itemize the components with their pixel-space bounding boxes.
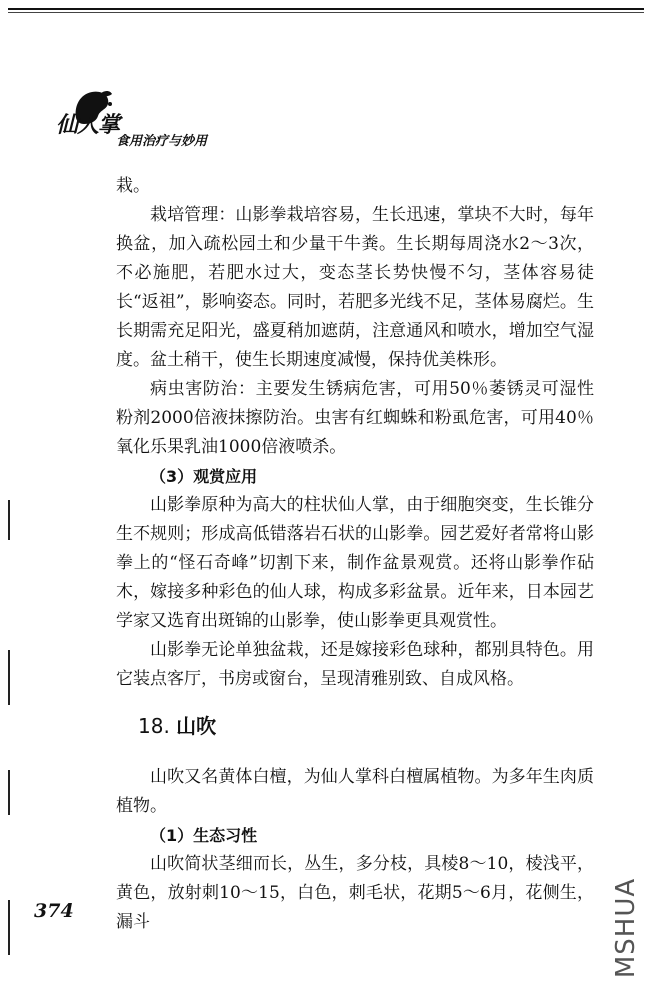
page-number: 374 xyxy=(34,900,74,922)
section-title: 山吹 xyxy=(176,714,217,738)
paragraph-intro: 山吹又名黄体白檀，为仙人掌科白檀属植物。为多年生肉质植物。 xyxy=(116,767,594,816)
paragraph-ornamental-1: 山影拳原种为高大的柱状仙人掌，由于细胞突变，生长锥分生不规则；形成高低错落岩石状的山影拳。园艺爱好者常将山影拳上的“怪石奇峰”切割下来，制作盆景观赏。还将山影拳作砧木，嫁接多种彩色的仙人球，构成多彩盆景。近年来，日本园艺学家又选育出斑锦的山影拳，使山影拳更具观赏性。 xyxy=(116,495,594,631)
paragraph-pest-control: 病虫害防治：主要发生锈病危害，可用50％萎锈灵可湿性粉剂2000倍液抹擦防治。虫害有红蜘蛛和粉虱危害，可用40％氧化乐果乳油1000倍液喷杀。 xyxy=(116,379,594,457)
paragraph-cultivation: 栽培管理：山影拳栽培容易，生长迅速，掌块不大时，每年换盆，加入疏松园土和少量干牛粪。生长期每周浇水2～3次，不必施肥，若肥水过大，变态茎长势快慢不匀，茎体容易徒长“返祖”，影响姿态。同时，若肥多光线不足，茎体易腐烂。生长期需充足阳光，盛夏稍加遮荫，注意通风和喷水，增加空气湿度。盆土稍干，使生长期速度减慢，保持优美株形。 xyxy=(116,205,594,370)
logo-subtitle: 食用治疗与妙用 xyxy=(116,134,208,149)
section-heading xyxy=(138,711,594,741)
subheading-ecology: （1）生态习性 xyxy=(150,826,258,845)
header-rule xyxy=(8,8,644,10)
subheading-ornamental-use: （3）观赏应用 xyxy=(150,467,258,486)
binding-marks xyxy=(8,500,10,960)
watermark xyxy=(612,868,640,988)
page-body xyxy=(116,172,594,937)
paragraph-ornamental-2: 山影拳无论单独盆栽，还是嫁接彩色球种，都别具特色。用它装点客厅，书房或窗台，呈现清雅别致、自成风格。 xyxy=(116,640,594,689)
section-number: 18. xyxy=(138,714,170,738)
logo-title: 仙人掌 xyxy=(56,112,120,138)
book-logo xyxy=(56,82,226,154)
paragraph-ecology: 山吹简状茎细而长，丛生，多分枝，具棱8～10，棱浅平，黄色，放射刺10～15，白色，刺毛状，花期5～6月，花侧生，漏斗 xyxy=(116,854,594,932)
watermark-text: MSHUA xyxy=(611,877,641,979)
header-rule-thin xyxy=(8,12,644,13)
paragraph-continuation: 栽。 xyxy=(116,176,150,196)
